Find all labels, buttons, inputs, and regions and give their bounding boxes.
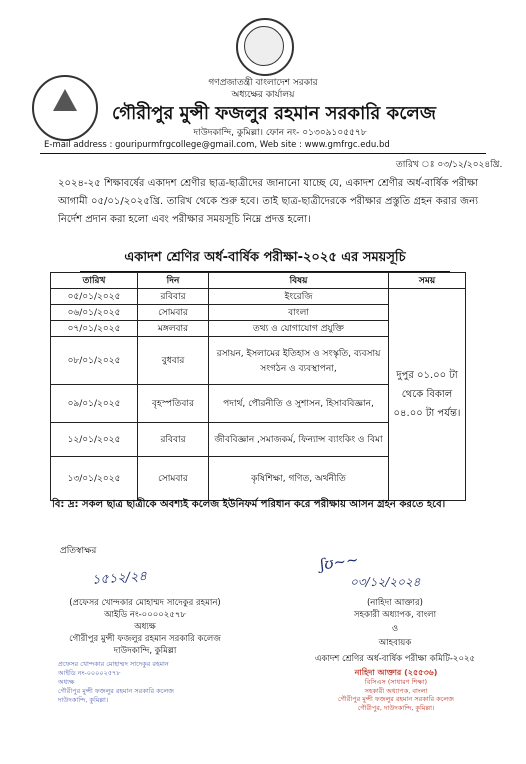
row-subject: বাংলা [209, 305, 389, 321]
header-day: দিন [138, 273, 209, 289]
stamp-line: প্রফেসর খোন্দকার মোহাম্মদ সাদেকুর রহমান [58, 660, 169, 668]
schedule-table [50, 272, 466, 501]
principal-stamp [58, 660, 238, 705]
exam-committee: একাদশ শ্রেণির অর্ধ-বার্ষিক পরীক্ষা কমিটি-২০২৫ [314, 654, 476, 664]
header-date: তারিখ [51, 273, 138, 289]
college-name: গৌরীপুর মুন্সী ফজলুর রহমান সরকারি কলেজ [112, 103, 436, 124]
address-line: দাউদকান্দি, কুমিল্লা। ফোন নং- ০১৩০৯১০৫৫৭৮ [193, 128, 367, 138]
convener-stamp [318, 667, 474, 712]
stamp-name: নাহিদা আক্তার (২৫৫৩৬) [354, 668, 438, 677]
row-date: ০৯/০১/২০২৫ [51, 385, 138, 423]
left-handwritten-signature: ১৫১২/২৪ [91, 569, 148, 588]
header-divider [40, 153, 486, 154]
stamp-line: গৌরীপুর মুন্সী ফজলুর রহমান সরকারি কলেজ [58, 687, 174, 695]
notice-date: তারিখ ঃ ০৩/১২/২০২৪খ্রি. [396, 160, 503, 170]
government-seal-inner [244, 26, 284, 66]
table-row [51, 289, 466, 305]
college-logo [32, 75, 98, 141]
row-day: রবিবার [138, 423, 209, 457]
row-date: ০৮/০১/২০২৫ [51, 337, 138, 385]
row-day: রবিবার [138, 289, 209, 305]
row-day: সোমবার [138, 457, 209, 501]
principal-college: গৌরীপুর মুন্সী ফজলুর রহমান সরকারি কলেজ [69, 634, 221, 644]
row-date: ১২/০১/২০২৫ [51, 423, 138, 457]
row-subject: কৃষিশিক্ষা, গণিত, অর্থনীতি [209, 457, 389, 501]
principal-name: (প্রফেসর খোন্দকার মোহাম্মদ সাদেকুর রহমান) [69, 598, 221, 608]
convener-and: ও [391, 624, 399, 634]
stamp-line: আইডি নং-০০০০২৫৭৮ [58, 669, 121, 677]
notice-body: ২০২৪-২৫ শিক্ষাবর্ষের একাদশ শ্রেণীর ছাত্র-ছাত্রীদের জানানো যাচ্ছে যে, একাদশ শ্রেণীর অর্ধ-বার্ষিক পরীক্ষা আগামী ০৫/০১/২০২৫খ্রি. তারিখ থেকে শুরু হবে। তাই ছাত্র-ছাত্রীদেরকে পরীক্ষার প্রস্তুতি গ্রহন করার জন্য নির্দেশ প্রদান করা হলো এবং পরীক্ষার সময়সূচি নিম্নে প্রদত্ত হলো। [58, 178, 478, 225]
row-date: ০৭/০১/২০২৫ [51, 321, 138, 337]
row-day: বুধবার [138, 337, 209, 385]
table-header-row [51, 273, 466, 289]
principal-id: আইডি নং-০০০০২৫৭৮ [104, 610, 186, 620]
row-subject: পদার্থ, পৌরনীতি ও সুশাসন, হিসাববিজ্ঞান, [209, 385, 389, 423]
note-text: বি: দ্র: সকল ছাত্র ছাত্রীকে অবশ্যই কলেজ ইউনিফর্ম পরিধান করে পরীক্ষায় আসন গ্রহন করতে হবে। [52, 499, 446, 510]
row-subject: ইংরেজি [209, 289, 389, 305]
stamp-line: সহকারী অধ্যাপক, বাংলা [364, 686, 428, 695]
convener-role: আহবায়ক [378, 638, 412, 648]
stamp-line: গৌরীপুর, দাউদকান্দি, কুমিল্লা। [357, 703, 435, 712]
exam-time: দুপুর ০১.০০ টা থেকে বিকাল ০৪.০০ টা পর্যন্ত। [389, 289, 466, 501]
header-time: সময় [389, 273, 466, 289]
gov-line: গণপ্রজাতন্ত্রী বাংলাদেশ সরকার [208, 78, 318, 88]
row-day: বৃহস্পতিবার [138, 385, 209, 423]
row-date: ০৫/০১/২০২৫ [51, 289, 138, 305]
right-handwritten-signature: ʃʊ~~ [318, 550, 360, 574]
stamp-line: অধ্যক্ষ [58, 678, 75, 686]
countersign-label: প্রতিস্বাক্ষর [60, 546, 97, 556]
convener-designation: সহকারী অধ্যাপক, বাংলা [353, 610, 437, 620]
office-line: অধ্যক্ষের কার্যালয় [231, 90, 295, 100]
right-signature-date: ০৩/১২/২০২৪ [350, 575, 421, 589]
government-seal [236, 18, 294, 76]
row-date: ১৩/০১/২০২৫ [51, 457, 138, 501]
principal-designation: অধ্যক্ষ [134, 622, 156, 632]
stamp-line: দাউদকান্দি, কুমিল্লা। [58, 696, 109, 704]
row-day: সোমবার [138, 305, 209, 321]
contact-line: E-mail address : gouripurmfrgcollege@gmail.com, Web site : www.gmfrgc.edu.bd [44, 140, 390, 150]
stamp-line: গৌরীপুর মুন্সী ফজলুর রহমান সরকারি কলেজ [338, 695, 454, 703]
row-date: ০৬/০১/২০২৫ [51, 305, 138, 321]
row-subject: তথ্য ও যোগাযোগ প্রযুক্তি [209, 321, 389, 337]
row-subject: জীববিজ্ঞান ,সমাজকর্ম, ফিন্যান্স ব্যাংকিং ও বিমা [209, 423, 389, 457]
schedule-title: একাদশ শ্রেণির অর্ধ-বার্ষিক পরীক্ষা-২০২৫ এর সময়সূচি [80, 248, 450, 272]
stamp-line: বিসিএস (সাধারণ শিক্ষা) [364, 678, 428, 686]
header-subject: বিষয় [209, 273, 389, 289]
college-logo-triangle-icon [53, 89, 77, 111]
principal-place: দাউদকান্দি, কুমিল্লা [113, 646, 177, 656]
row-day: মঙ্গলবার [138, 321, 209, 337]
row-subject: রসায়ন, ইসলামের ইতিহাস ও সংস্কৃতি, ব্যবসায় সংগঠন ও ব্যবস্থাপনা, [209, 337, 389, 385]
convener-name: (নাহিদা আক্তার) [366, 598, 423, 608]
